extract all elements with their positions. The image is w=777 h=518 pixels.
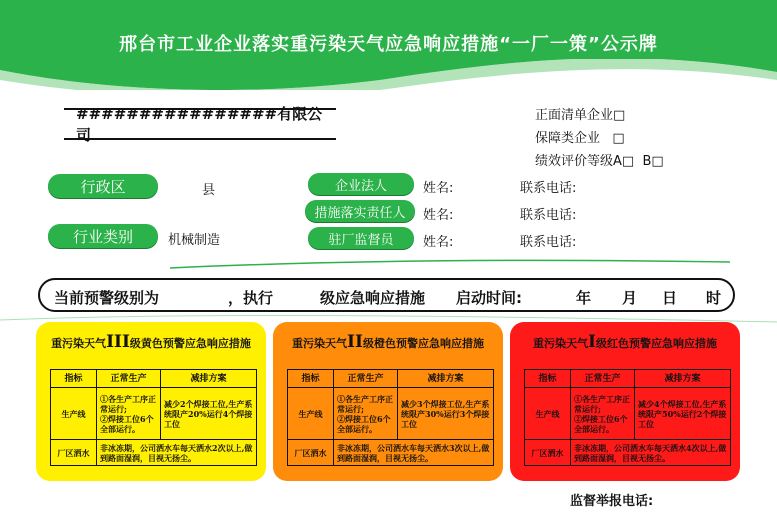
warning-current-label: 当前预警级别为: [54, 289, 160, 307]
supervisor-name-label: 姓名:: [423, 235, 454, 250]
warning-day-label: 日: [662, 289, 678, 307]
level-title: 重污染天气III级黄色预警应急响应措施: [51, 332, 251, 352]
warning-month-label: 月: [622, 289, 638, 307]
checklist-rating: 绩效评价等级A□ B□: [535, 154, 664, 169]
industry-value: 机械制造: [168, 233, 221, 248]
company-name: ################有限公司: [64, 108, 336, 140]
legal-phone-label: 联系电话:: [520, 181, 577, 196]
measure-person-label: 措施落实责任人: [305, 200, 415, 222]
checklist-positive: 正面清单企业□: [535, 108, 626, 123]
enterprise-checklist: [535, 104, 664, 173]
district-value: 县: [202, 183, 216, 198]
report-phone-label: 监督举报电话:: [570, 494, 654, 509]
measure-name-label: 姓名:: [423, 208, 454, 223]
page-title: 邢台市工业企业落实重污染天气应急响应措施“一厂一策”公示牌: [40, 27, 737, 59]
level-two-orange-panel: [273, 322, 503, 481]
warning-response-label: 级应急响应措施: [320, 289, 426, 307]
warning-level-bar: [38, 278, 735, 312]
level-table: 指标 正常生产 减排方案 生产线 ①各生产工序正常运行; ②焊接工位6个全部运行。 减少2个焊接工位,生产系统限产20%运行4个焊接工位 厂区洒水 非冰冻期，公司洒水车每天洒水2次以上,做到路面湿润，目视无扬尘。: [50, 369, 257, 466]
level-title: 重污染天气II级橙色预警应急响应措施: [292, 332, 484, 352]
industry-label: 行业类别: [48, 224, 158, 248]
warning-hour-label: 时: [706, 289, 722, 307]
supervisor-label: 驻厂监督员: [308, 227, 414, 249]
measure-phone-label: 联系电话:: [520, 208, 577, 223]
warning-year-label: 年: [576, 289, 592, 307]
level-three-yellow-panel: [36, 322, 266, 481]
warning-start-label: 启动时间:: [456, 289, 522, 307]
checklist-guarantee: 保障类企业 □: [535, 131, 625, 146]
legal-person-label: 企业法人: [308, 173, 414, 195]
level-title: 重污染天气I级红色预警应急响应措施: [533, 332, 717, 352]
warning-execute-label: ，执行: [228, 289, 274, 307]
district-label: 行政区: [48, 174, 158, 198]
level-table: 指标 正常生产 减排方案 生产线 ①各生产工序正常运行; ②焊接工位6个全部运行。 减少4个焊接工位,生产系统限产50%运行2个焊接工位 厂区洒水 非冰冻期，公司洒水车每天洒水4次以上,做到路面湿润，目视无扬尘。: [524, 369, 731, 466]
level-table: 指标 正常生产 减排方案 生产线 ①各生产工序正常运行; ②焊接工位6个全部运行。 减少3个焊接工位,生产系统限产30%运行3个焊接工位 厂区洒水 非冰冻期，公司洒水车每天洒水3次以上,做到路面湿润，目视无扬尘。: [287, 369, 494, 466]
legal-name-label: 姓名:: [423, 181, 454, 196]
supervisor-phone-label: 联系电话:: [520, 235, 577, 250]
level-one-red-panel: [510, 322, 740, 481]
